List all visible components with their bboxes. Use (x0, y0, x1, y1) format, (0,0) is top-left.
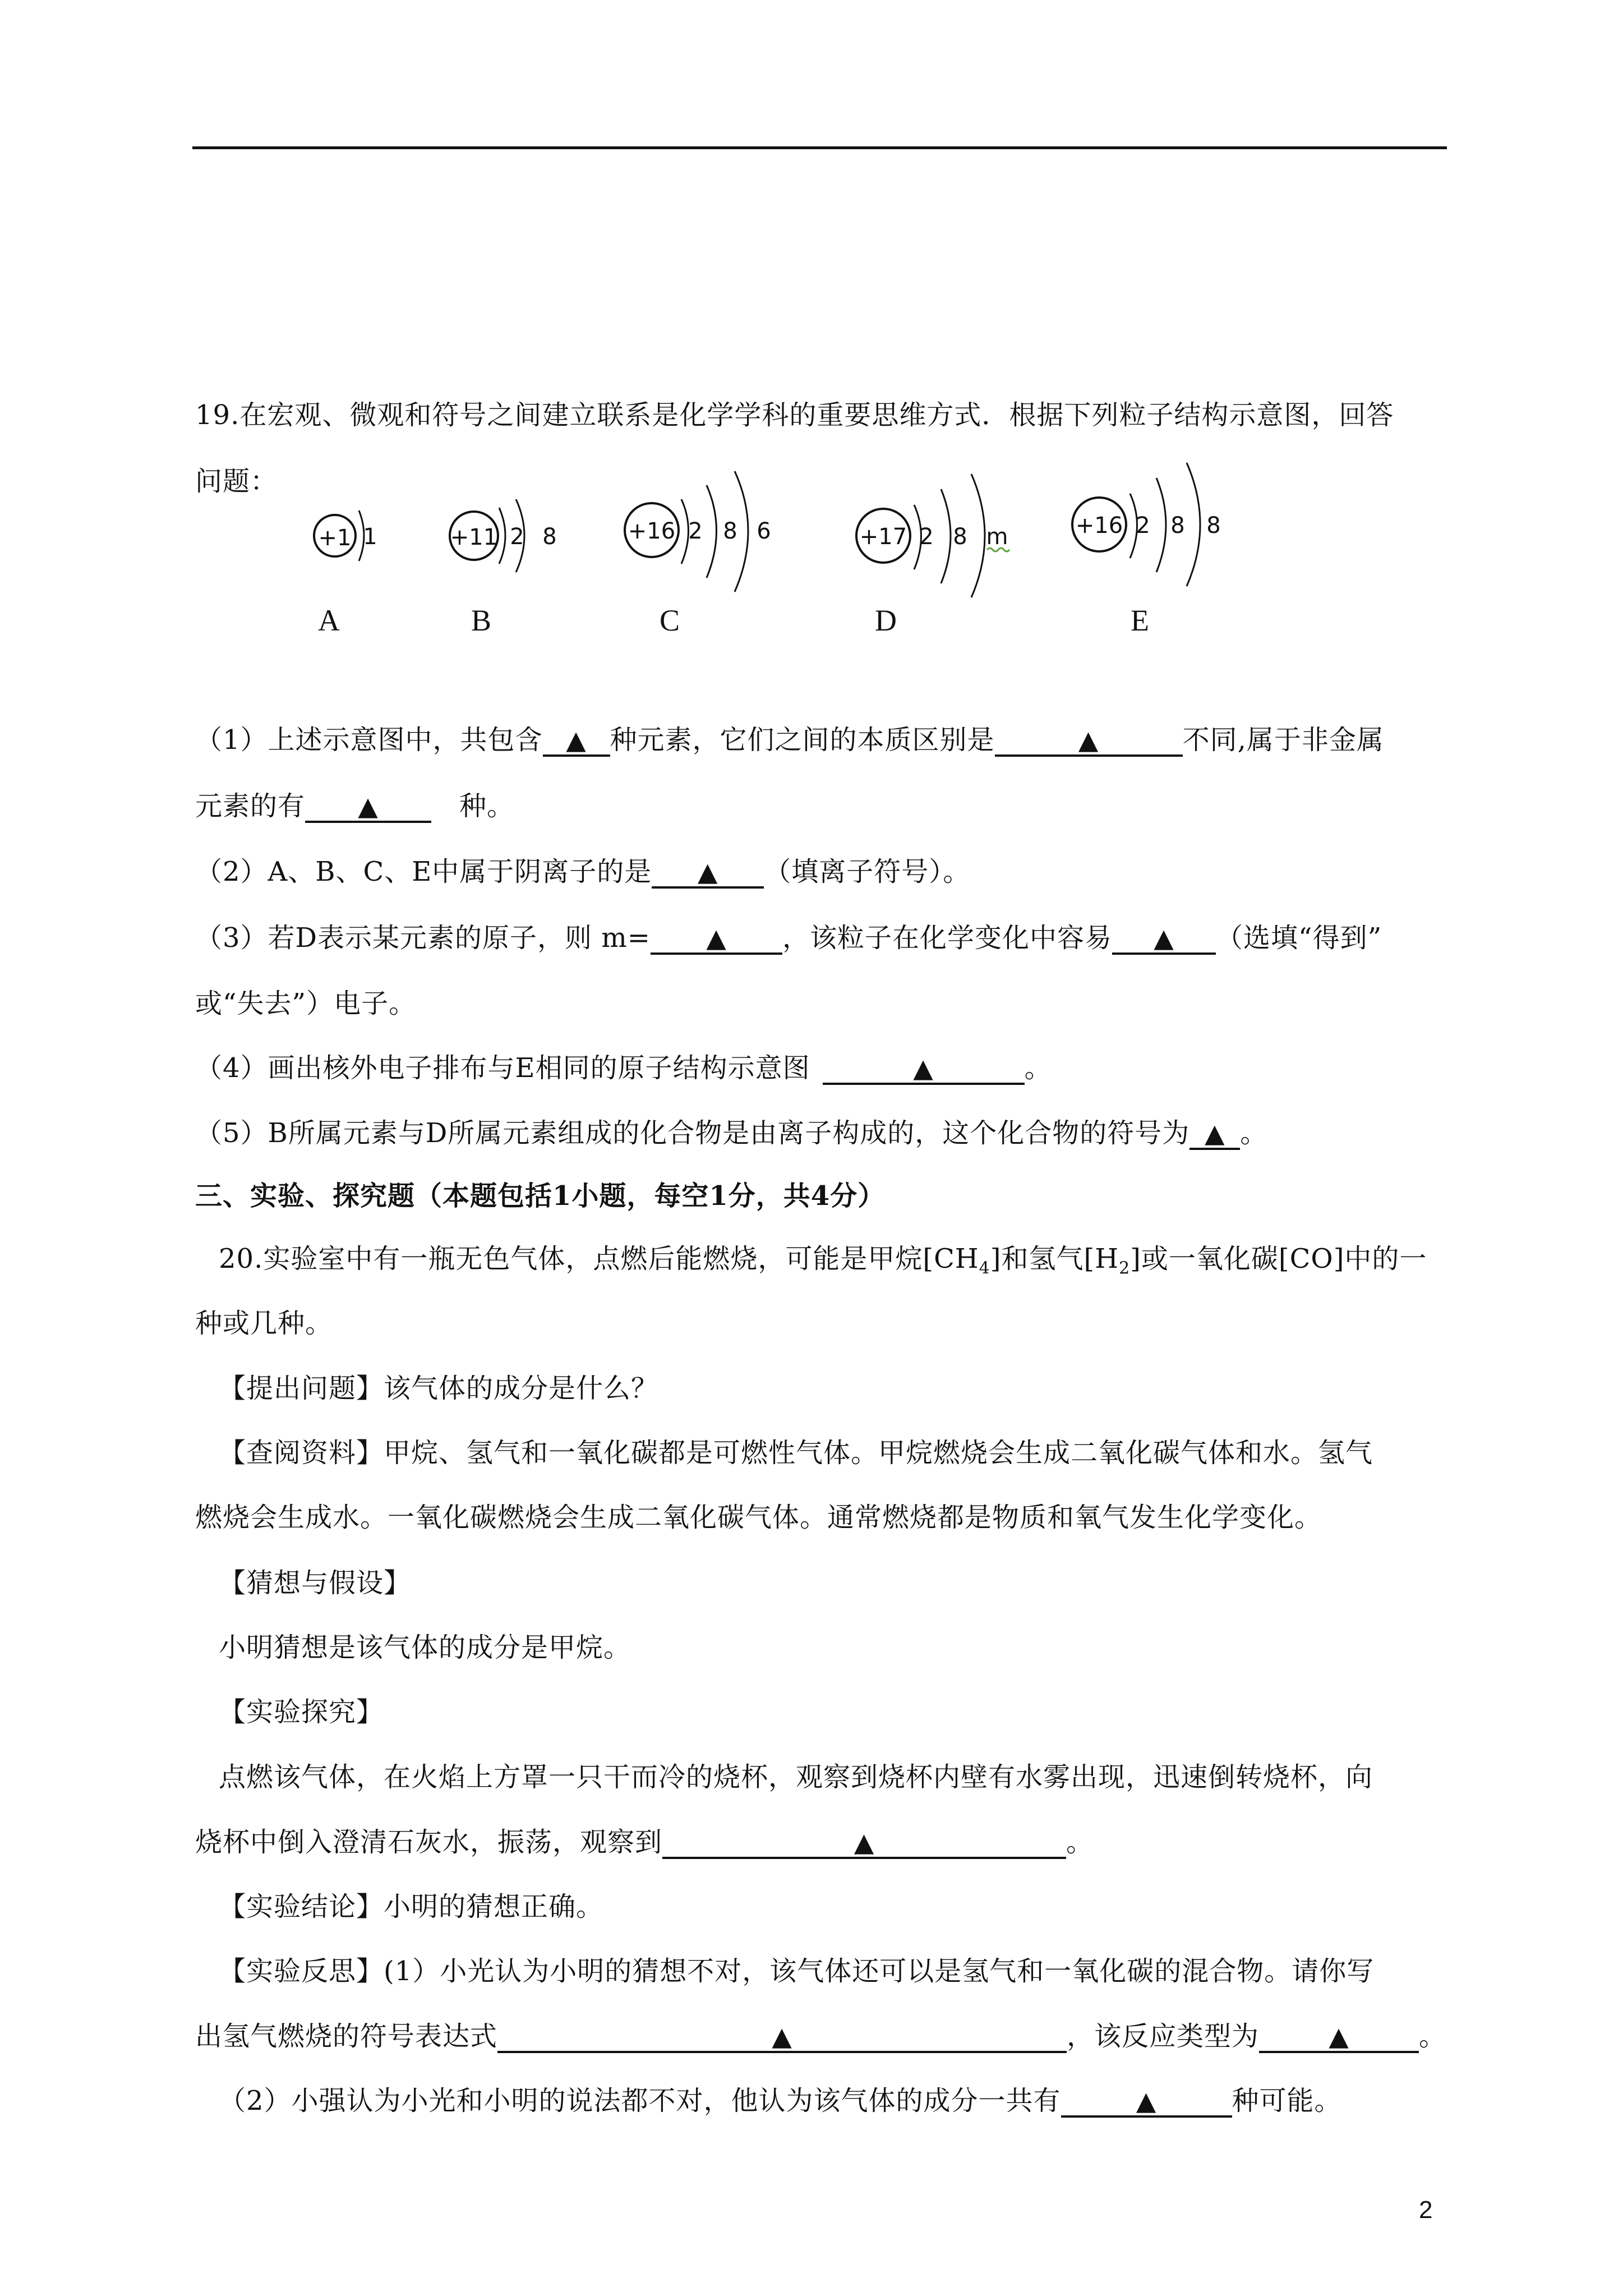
q19-part3-line2: 或“失去”）电子。 (195, 988, 417, 1019)
q20-reflect-line2: 出氢气燃烧的符号表达式 ▲ ，该反应类型为 ▲ 。 (195, 2021, 1447, 2052)
atom-label-a: A (318, 604, 340, 637)
atom-label-c: C (660, 604, 680, 637)
answer-blank[interactable]: ▲ (1259, 2022, 1419, 2053)
atom-label-b: B (471, 604, 492, 637)
answer-blank[interactable]: ▲ (1112, 923, 1216, 955)
q20-question: 【提出问题】该气体的成分是什么？ (219, 1373, 659, 1404)
atom-a-shell-1: 1 (363, 524, 377, 550)
atom-a-nucleus: +1 (318, 525, 352, 551)
atom-c-nucleus: +16 (628, 518, 676, 544)
q19-intro-line2: 问题： (195, 466, 278, 497)
atom-b-shell-2: 8 (542, 524, 557, 550)
q20-hypothesis-heading: 【猜想与假设】 (219, 1567, 412, 1599)
atom-label-e: E (1131, 604, 1149, 637)
q20-hypothesis: 小明猜想是该气体的成分是甲烷。 (219, 1632, 631, 1663)
q20-reflect-line1: 【实验反思】(1）小光认为小明的猜想不对，该气体还可以是氢气和一氧化碳的混合物。请你写 (219, 1955, 1375, 1987)
atom-d-shell-2: 8 (953, 524, 967, 550)
q19-part5: （5）B所属元素与D所属元素组成的化合物是由离子构成的，这个化合物的符号为 ▲ 。 (195, 1117, 1268, 1149)
q20-intro-line1: 20.实验室中有一瓶无色气体，点燃后能燃烧，可能是甲烷$[CH_4]$和氢气$[H_2]$或一氧化碳[CO]中的一 (219, 1243, 1427, 1278)
q19-part1-line1: （1）上述示意图中，共包含 ▲ 种元素，它们之间的本质区别是 ▲ 不同,属于非金属 (195, 724, 1384, 756)
atom-diagram-d (856, 474, 1009, 597)
q20-data-line2: 燃烧会生成水。一氧化碳燃烧会生成二氧化碳气体。通常燃烧都是物质和氧气发生化学变化。 (195, 1502, 1322, 1533)
particle-structure-diagrams (303, 454, 1256, 600)
q19-part3-line1: （3）若D表示某元素的原子，则 m= ▲ ，该粒子在化学变化中容易 ▲ （选填“得到” (195, 922, 1382, 954)
q20-data-line1: 【查阅资料】甲烷、氢气和一氧化碳都是可燃性气体。甲烷燃烧会生成二氧化碳气体和水。氢气 (219, 1437, 1373, 1469)
answer-blank[interactable]: ▲ (497, 2022, 1067, 2053)
answer-blank[interactable]: ▲ (305, 792, 431, 823)
answer-blank[interactable]: ▲ (543, 725, 610, 757)
q19-intro-line1: 19.在宏观、微观和符号之间建立联系是化学学科的重要思维方式．根据下列粒子结构示意图，回答 (195, 399, 1394, 431)
atom-diagram-b (450, 499, 557, 572)
atom-e-nucleus: +16 (1075, 513, 1123, 539)
section3-heading: 三、实验、探究题（本题包括1小题，每空1分，共4分） (195, 1180, 886, 1212)
answer-blank[interactable]: ▲ (1189, 1119, 1240, 1150)
atom-d-shell-3: m (986, 524, 1008, 550)
q20-intro-line2: 种或几种。 (195, 1308, 333, 1339)
answer-blank[interactable]: ▲ (651, 923, 782, 955)
answer-blank[interactable]: ▲ (1061, 2086, 1232, 2118)
atom-diagram-e (1072, 463, 1221, 586)
answer-blank[interactable]: ▲ (652, 857, 764, 889)
answer-blank[interactable]: ▲ (823, 1053, 1025, 1085)
atom-b-nucleus: +11 (450, 524, 498, 550)
q19-part4: （4）画出核外电子排布与E相同的原子结构示意图 ▲ 。 (195, 1052, 1052, 1084)
q19-part2: （2）A、B、C、E中属于阴离子的是 ▲ （填离子符号）。 (195, 856, 971, 887)
atom-c-shell-1: 2 (688, 518, 703, 544)
answer-blank[interactable]: ▲ (662, 1828, 1066, 1859)
header-rule (192, 146, 1447, 149)
atom-d-shell-1: 2 (919, 524, 934, 550)
atom-e-shell-2: 8 (1170, 513, 1185, 539)
atom-diagram-a (314, 510, 377, 561)
q20-reflect-line3: （2）小强认为小光和小明的说法都不对，他认为该气体的成分一共有 ▲ 种可能。 (219, 2085, 1342, 2116)
atom-b-shell-1: 2 (510, 524, 524, 550)
q20-explore-heading: 【实验探究】 (219, 1696, 384, 1728)
atom-d-nucleus: +17 (859, 524, 907, 550)
q20-explore-line1: 点燃该气体，在火焰上方罩一只干而冷的烧杯，观察到烧杯内壁有水雾出现，迅速倒转烧杯，向 (219, 1761, 1373, 1793)
atom-e-shell-3: 8 (1206, 513, 1221, 539)
q19-part1-line2: 元素的有 ▲ 种。 (195, 790, 515, 822)
atom-e-shell-1: 2 (1136, 513, 1150, 539)
page-number: 2 (1419, 2196, 1433, 2224)
q20-conclusion: 【实验结论】小明的猜想正确。 (219, 1891, 604, 1922)
atom-diagram-c (625, 471, 771, 592)
q20-explore-line2: 烧杯中倒入澄清石灰水，振荡，观察到 ▲ 。 (195, 1826, 1094, 1858)
answer-blank[interactable]: ▲ (995, 725, 1183, 757)
atom-label-d: D (875, 604, 897, 637)
atom-c-shell-2: 8 (723, 518, 737, 544)
atom-c-shell-3: 6 (757, 518, 771, 544)
